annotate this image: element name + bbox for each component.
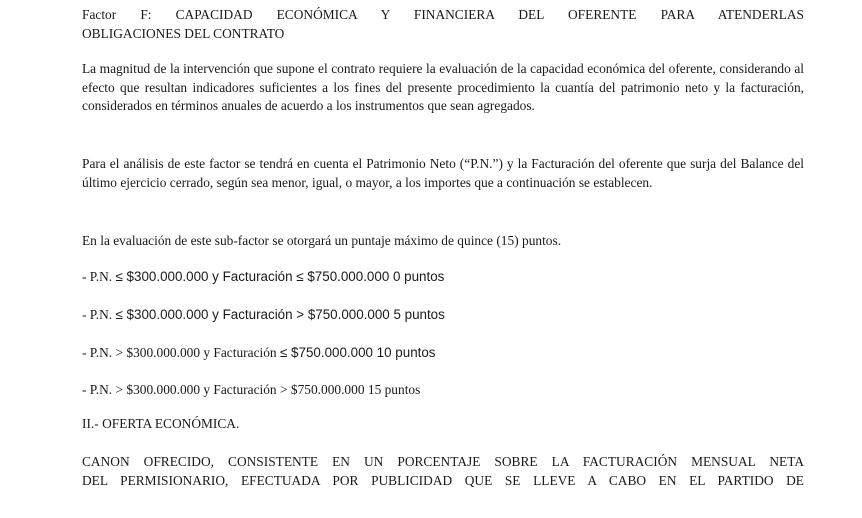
criterion-condition: ≤ $750.000.000 10 puntos (279, 345, 436, 360)
criterion-condition: ≤ $300.000.000 y Facturación > $750.000.000 5 puntos (115, 307, 445, 322)
criterion-item (82, 381, 420, 400)
factor-heading (82, 6, 804, 43)
paragraph-magnitud: La magnitud de la intervención que supone el contrato requiere la evaluación de la capacidad económica del oferente, considerando al efecto que resultan indicadores suficientes a los fines del presente procedimiento la cuantía del patrimonio neto y la facturación, considerados en términos anuales de acuerdo a los instrumentos que sean agregados. (82, 61, 804, 113)
paragraph-evaluacion: En la evaluación de este sub-factor se otorgará un puntaje máximo de quince (15) puntos. (82, 233, 562, 248)
criterion-prefix: - P.N. > $300.000.000 y Facturación (82, 345, 280, 360)
canon-line1: CANON OFRECIDO, CONSISTENTE EN UN PORCENTAJE SOBRE LA FACTURACIÓN MENSUAL NETA (82, 454, 804, 469)
criterion-condition: ≤ $300.000.000 y Facturación ≤ $750.000.000 0 puntos (115, 269, 445, 284)
criterion-item (82, 306, 445, 325)
canon-line2: DEL PERMISIONARIO, EFECTUADA POR PUBLICIDAD QUE SE LLEVE A CABO EN EL PARTIDO DE (82, 472, 804, 488)
paragraph-analisis: Para el análisis de este factor se tendrá en cuenta el Patrimonio Neto (“P.N.”) y la Facturación del oferente que surja del Balance del último ejercicio cerrado, según sea menor, igual, o mayor, a los importes que a continuación se establecen. (82, 156, 804, 190)
section-heading: II.- OFERTA ECONÓMICA. (82, 416, 240, 431)
canon-paragraph (82, 453, 804, 490)
criterion-item (82, 268, 444, 287)
criterion-prefix: - P.N. (82, 307, 116, 322)
criterion-prefix: - P.N. > $300.000.000 y Facturación > $750.000.000 15 puntos (82, 382, 421, 397)
factor-heading-line2: OBLIGACIONES DEL CONTRATO (82, 25, 285, 41)
criterion-item (82, 344, 436, 363)
criterion-prefix: - P.N. (82, 269, 116, 284)
factor-heading-line1: Factor F: CAPACIDAD ECONÓMICA Y FINANCIERA DEL OFERENTE PARA ATENDERLAS (82, 7, 804, 22)
